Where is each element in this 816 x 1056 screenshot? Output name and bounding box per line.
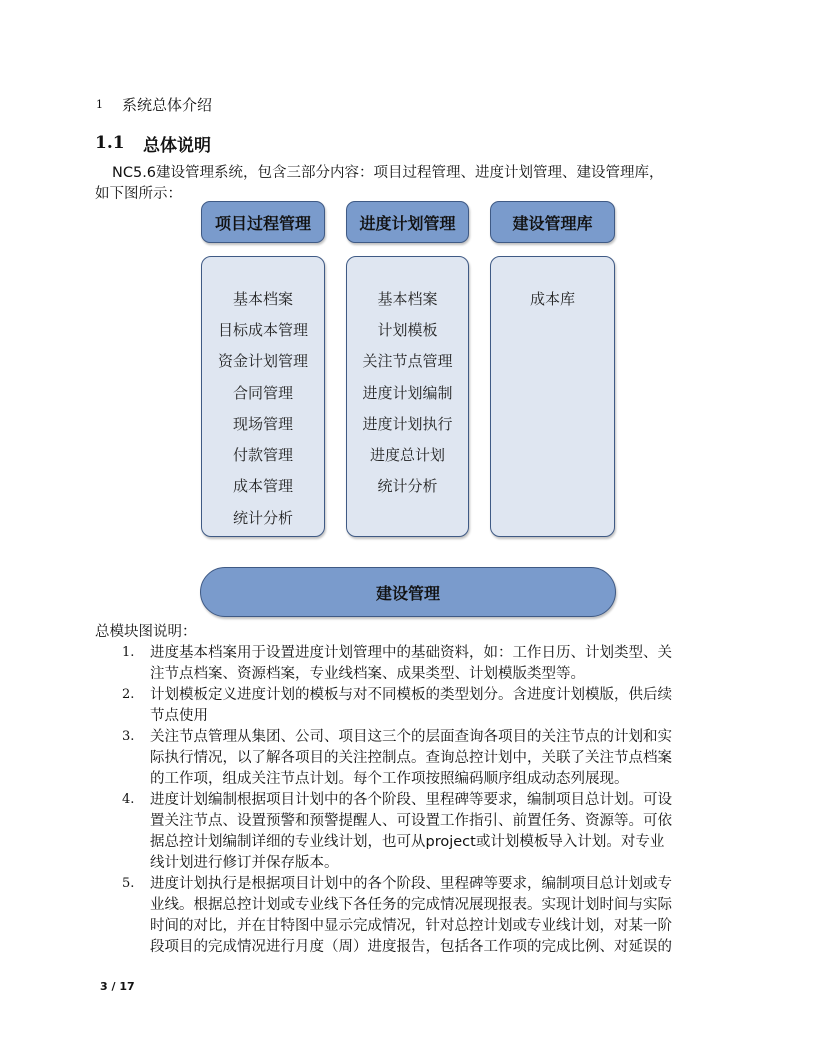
- list-item-line: 进度计划执行是根据项目计划中的各个阶段、里程碑等要求，编制项目总计划或专: [150, 876, 672, 892]
- list-item-line: 进度计划编制根据项目计划中的各个阶段、里程碑等要求，编制项目总计划。可设: [150, 792, 672, 808]
- heading2-number: 1.1: [95, 133, 125, 153]
- list-item-line: 据总控计划编制详细的专业线计划，也可从project或计划模板导入计划。对专业: [150, 834, 665, 850]
- list-item-number: 1.: [122, 645, 135, 660]
- page-number: 3 / 17: [100, 980, 135, 993]
- list-item-number: 3.: [122, 729, 135, 744]
- column-header-project-process: 项目过程管理: [201, 201, 325, 243]
- list-item-line: 节点使用: [150, 708, 208, 724]
- module-item: 统计分析: [377, 477, 438, 495]
- module-item: 基本档案: [377, 290, 438, 308]
- description-title: 总模块图说明：: [95, 624, 197, 640]
- intro-line-1: NC5.6建设管理系统，包含三部分内容：项目过程管理、进度计划管理、建设管理库，: [112, 165, 664, 181]
- module-item: 成本库: [529, 290, 575, 308]
- list-item-line: 注节点档案、资源档案，专业线档案、成果类型、计划模版类型等。: [150, 666, 585, 682]
- module-item: 统计分析: [232, 509, 293, 527]
- column-header-construction-library: 建设管理库: [490, 201, 615, 243]
- column-body-project-process: [201, 256, 325, 537]
- module-item: 计划模板: [377, 321, 438, 339]
- list-item-line: 线计划进行修订并保存版本。: [150, 855, 339, 871]
- module-item: 基本档案: [232, 290, 293, 308]
- list-item-line: 进度基本档案用于设置进度计划管理中的基础资料，如：工作日历、计划类型、关: [150, 645, 672, 661]
- heading2-title: 总体说明: [143, 136, 211, 156]
- module-item: 合同管理: [232, 384, 293, 402]
- list-item-line: 时间的对比，并在甘特图中显示完成情况，针对总控计划或专业线计划，对某一阶: [150, 918, 672, 934]
- module-item: 付款管理: [232, 446, 293, 464]
- list-item-line: 的工作项，组成关注节点计划。每个工作项按照编码顺序组成动态列展现。: [150, 771, 629, 787]
- column-body-construction-library: [490, 256, 615, 537]
- list-item-line: 际执行情况，以了解各项目的关注控制点。查询总控计划中，关联了关注节点档案: [150, 750, 672, 766]
- module-item: 关注节点管理: [362, 352, 453, 370]
- intro-line-2: 如下图所示：: [95, 186, 182, 202]
- list-item-number: 4.: [122, 792, 135, 807]
- list-item-line: 关注节点管理从集团、公司、项目这三个的层面查询各项目的关注节点的计划和实: [150, 729, 672, 745]
- module-item: 现场管理: [232, 415, 293, 433]
- module-item: 成本管理: [232, 477, 293, 495]
- list-item-number: 2.: [122, 687, 135, 702]
- list-item-line: 置关注节点、设置预警和预警提醒人、可设置工作指引、前置任务、资源等。可依: [150, 813, 672, 829]
- module-item: 目标成本管理: [217, 321, 308, 339]
- module-item: 进度计划编制: [362, 384, 453, 402]
- base-construction-management: 建设管理: [200, 567, 616, 617]
- list-item-line: 计划模板定义进度计划的模板与对不同模板的类型划分。含进度计划模版，供后续: [150, 687, 672, 703]
- column-header-schedule-plan: 进度计划管理: [346, 201, 469, 243]
- list-item-number: 5.: [122, 876, 135, 891]
- module-item: 进度计划执行: [362, 415, 453, 433]
- module-item: 进度总计划: [369, 446, 445, 464]
- column-body-schedule-plan: [346, 256, 469, 537]
- module-item: 资金计划管理: [217, 352, 308, 370]
- heading1-number: 1: [96, 98, 103, 111]
- list-item-line: 业线。根据总控计划或专业线下各任务的完成情况展现报表。实现计划时间与实际: [150, 897, 672, 913]
- heading1-title: 系统总体介绍: [122, 96, 213, 114]
- list-item-line: 段项目的完成情况进行月度（周）进度报告，包括各工作项的完成比例、对延误的: [150, 939, 672, 955]
